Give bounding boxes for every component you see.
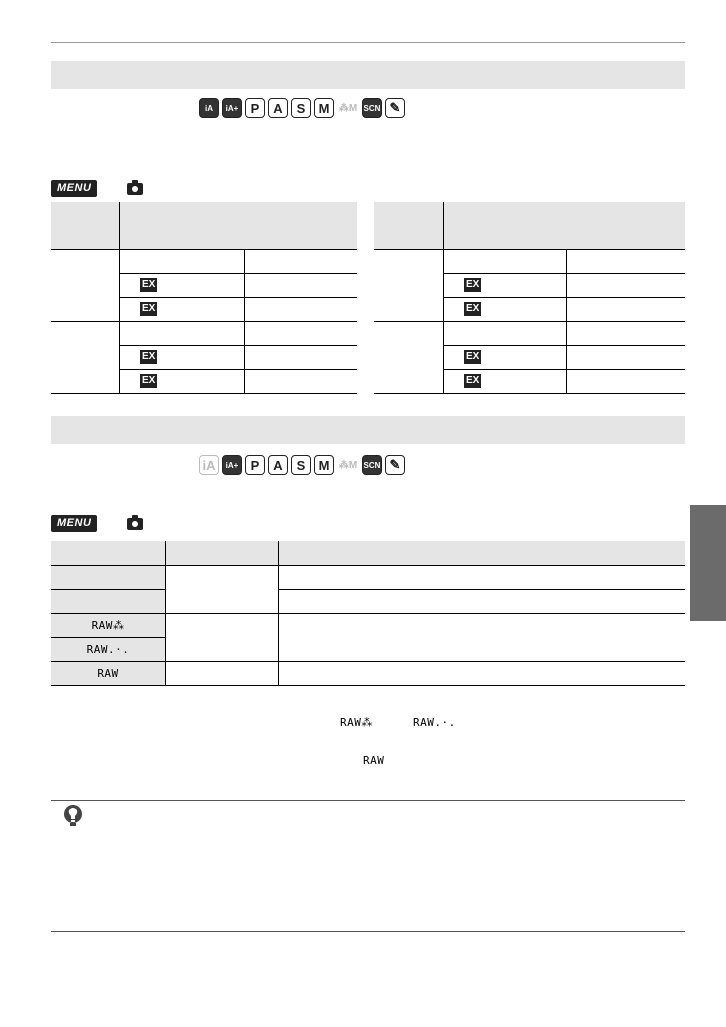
section-2-menu-path xyxy=(51,515,143,532)
section-1-table-right xyxy=(374,202,685,394)
table-cell xyxy=(444,369,567,393)
intelligent-auto-plus-mode-icon: iA+ xyxy=(222,98,242,118)
table-cell xyxy=(120,297,245,321)
creative-video-mode-icon: ⁂M xyxy=(337,98,359,118)
aperture-priority-mode-icon: A xyxy=(268,98,288,118)
table-cell xyxy=(567,321,686,345)
menu-badge: MENU xyxy=(51,515,97,532)
table-cell xyxy=(279,613,686,661)
raw-fine-icon: RAW⁂ xyxy=(340,716,373,729)
table-header-cell xyxy=(279,541,686,565)
ex-icon: EX xyxy=(466,375,480,386)
intelligent-auto-mode-icon: iA xyxy=(199,98,219,118)
table-cell xyxy=(279,589,686,613)
table-row-label xyxy=(51,565,166,589)
manual-mode-icon: M xyxy=(314,455,334,475)
table-cell xyxy=(166,613,279,661)
table-cell xyxy=(166,661,279,685)
table-cell xyxy=(567,369,686,393)
table-cell xyxy=(245,297,358,321)
raw-only-icon: RAW xyxy=(97,666,119,680)
tip-separator xyxy=(51,800,685,801)
table-cell xyxy=(567,345,686,369)
creative-control-mode-icon: ✎ xyxy=(385,98,405,118)
table-group-cell xyxy=(51,249,120,321)
section-1-heading-bar xyxy=(51,61,685,89)
table-group-cell xyxy=(374,321,444,393)
ex-icon: EX xyxy=(142,375,156,386)
table-group-cell xyxy=(51,321,120,393)
program-mode-icon: P xyxy=(245,455,265,475)
raw-only-icon: RAW xyxy=(363,754,385,767)
chapter-side-tab xyxy=(690,505,726,621)
ex-icon: EX xyxy=(142,279,156,290)
table-cell xyxy=(444,321,567,345)
intelligent-auto-mode-icon: iA xyxy=(199,455,219,475)
table-cell xyxy=(245,321,358,345)
intelligent-auto-plus-mode-icon: iA+ xyxy=(222,455,242,475)
table-cell xyxy=(444,345,567,369)
table-cell xyxy=(567,273,686,297)
section-1-menu-path xyxy=(51,180,143,197)
ex-icon: EX xyxy=(466,279,480,290)
raw-fine-icon: RAW xyxy=(91,618,113,632)
table-cell xyxy=(444,297,567,321)
section-1-mode-icons xyxy=(199,98,405,120)
camera-icon xyxy=(127,518,143,530)
table-header-cell xyxy=(51,541,166,565)
section-2-heading-bar xyxy=(51,416,685,444)
raw-standard-icon: RAW xyxy=(86,642,108,656)
table-cell xyxy=(120,321,245,345)
table-header-cell xyxy=(166,541,279,565)
table-row-label xyxy=(51,589,166,613)
table-cell xyxy=(166,565,279,613)
header-rule xyxy=(51,42,685,43)
table-cell xyxy=(444,273,567,297)
table-header-cell xyxy=(374,202,444,249)
table-cell xyxy=(120,369,245,393)
shutter-priority-mode-icon: S xyxy=(291,455,311,475)
table-cell xyxy=(567,297,686,321)
raw-standard-icon: RAW.·. xyxy=(413,716,456,729)
section-2-mode-icons xyxy=(199,455,405,477)
table-cell xyxy=(245,273,358,297)
lightbulb-icon xyxy=(62,804,84,828)
table-cell xyxy=(120,249,245,273)
shutter-priority-mode-icon: S xyxy=(291,98,311,118)
manual-mode-icon: M xyxy=(314,98,334,118)
table-row-label: RAW.·. xyxy=(51,637,166,661)
menu-badge: MENU xyxy=(51,180,97,197)
footer-rule xyxy=(51,931,685,932)
ex-icon: EX xyxy=(142,351,156,362)
table-header-cell xyxy=(51,202,120,249)
table-cell xyxy=(567,249,686,273)
table-cell xyxy=(245,345,358,369)
table-cell xyxy=(279,661,686,685)
table-header-cell xyxy=(444,202,686,249)
table-row-label xyxy=(51,661,166,685)
ex-icon: EX xyxy=(142,303,156,314)
table-cell xyxy=(245,369,358,393)
creative-control-mode-icon: ✎ xyxy=(385,455,405,475)
table-cell xyxy=(120,273,245,297)
table-cell xyxy=(120,345,245,369)
camera-icon xyxy=(127,183,143,195)
creative-video-mode-icon: ⁂M xyxy=(337,455,359,475)
scene-guide-mode-icon: SCN xyxy=(362,98,382,118)
table-header-cell xyxy=(120,202,358,249)
aperture-priority-mode-icon: A xyxy=(268,455,288,475)
ex-icon: EX xyxy=(466,303,480,314)
table-group-cell xyxy=(374,249,444,321)
table-cell xyxy=(279,565,686,589)
table-row-label: RAW⁂ xyxy=(51,613,166,637)
program-mode-icon: P xyxy=(245,98,265,118)
section-1-table-left xyxy=(51,202,357,394)
scene-guide-mode-icon: SCN xyxy=(362,455,382,475)
table-cell xyxy=(245,249,358,273)
table-cell xyxy=(444,249,567,273)
section-2-quality-table xyxy=(51,541,685,686)
ex-icon: EX xyxy=(466,351,480,362)
